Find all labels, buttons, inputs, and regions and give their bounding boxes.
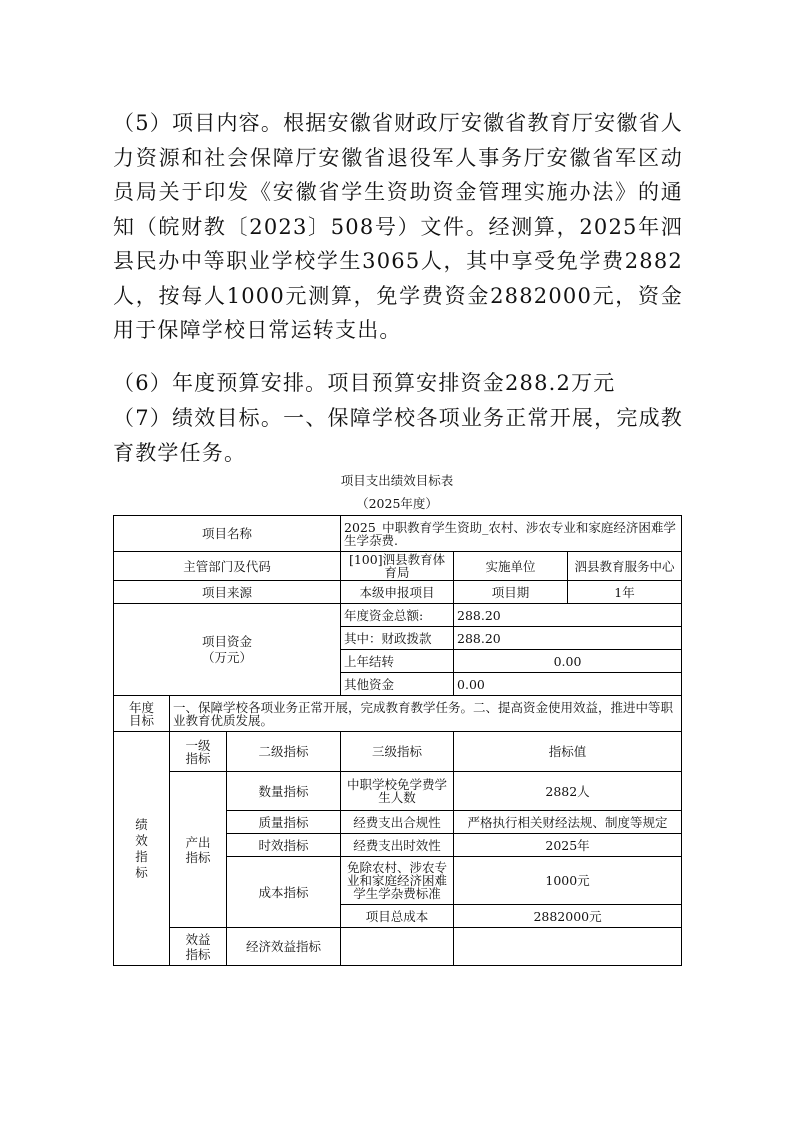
impl-unit-label: 实施单位 [454,552,568,581]
funds-other-label: 其他资金 [341,673,454,696]
table-row [114,732,682,772]
output-label-text: 产出指标 [185,834,211,865]
time-value: 2025年 [454,834,682,857]
time-item: 经费支出时效性 [341,834,454,857]
benefit-label [170,928,227,966]
table-row [114,581,682,604]
econ-label: 经济效益指标 [227,928,341,966]
annual-goal-value: 一、保障学校各项业务正常开展，完成教育教学任务。二、提高资金使用效益，推进中等职业教育优质发展。 [170,696,682,732]
cost-item-2: 项目总成本 [341,905,454,928]
project-name-value: 2025_中职教育学生资助_农村、涉农专业和家庭经济困难学生学杂费. [341,516,682,552]
level1-header [170,732,227,772]
paragraph-performance-goal: （7）绩效目标。一、保障学校各项业务正常开展，完成教育教学任务。 [113,406,683,465]
funds-total-value: 288.20 [454,604,682,627]
output-label [170,772,227,928]
funds-label [114,604,341,696]
source-label: 项目来源 [114,581,341,604]
funds-carry-value: 0.00 [454,650,682,673]
qty-item: 中职学校免学费学生人数 [341,772,454,811]
quality-label: 质量指标 [227,811,341,834]
econ-item [341,928,454,966]
benefit-label-text: 效益指标 [185,931,211,962]
quality-item: 经费支出合规性 [341,811,454,834]
funds-carry-label: 上年结转 [341,650,454,673]
quality-value: 严格执行相关财经法规、制度等规定 [454,811,682,834]
perf-label [114,732,170,966]
annual-goal-label-text: 年度目标 [128,699,154,728]
funds-total-label: 年度资金总额: [341,604,454,627]
funds-fiscal-value: 288.20 [454,627,682,650]
annual-goal-label [114,696,170,732]
period-label: 项目期 [454,581,568,604]
table-row [114,696,682,732]
source-value: 本级申报项目 [341,581,454,604]
project-name-label: 项目名称 [114,516,341,552]
time-label: 时效指标 [227,834,341,857]
table-row [114,516,682,552]
paragraph-project-content: （5）项目内容。根据安徽省财政厅安徽省教育厅安徽省人力资源和社会保障厅安徽省退役军人事务厅安徽省军区动员局关于印发《安徽省学生资助资金管理实施办法》的通知（皖财教〔2023〕508号）文件。经测算，2025年泗县民办中等职业学校学生3065人，其中享受免学费2882人，按每人1000元测算，免学费资金2882000元，资金用于保障学校日常运转支出。 [113,111,683,342]
cost-item-1: 免除农村、涉农专业和家庭经济困难学生学杂费标准 [341,857,454,905]
funds-fiscal-label: 其中：财政拨款 [341,627,454,650]
cost-value-2: 2882000元 [454,905,682,928]
table-row [114,552,682,581]
dept-label: 主管部门及代码 [114,552,341,581]
level2-header: 二级指标 [227,732,341,772]
table-title: 项目支出绩效目标表 [340,473,454,488]
qty-value: 2882人 [454,772,682,811]
level3-header: 三级指标 [341,732,454,772]
table-year-caption: （2025年度） [356,496,438,511]
perf-label-text: 绩效指标 [135,816,148,880]
value-header: 指标值 [454,732,682,772]
paragraph-annual-budget: （6）年度预算安排。项目预算安排资金288.2万元 [113,371,616,395]
impl-unit-value: 泗县教育服务中心 [568,552,682,581]
performance-goal-table [113,515,682,966]
table-row [114,772,682,811]
funds-label-text: 项目资金（万元） [201,633,252,665]
period-value: 1年 [568,581,682,604]
dept-value: [100]泗县教育体育局 [341,552,454,581]
table-row [114,604,682,627]
cost-value-1: 1000元 [454,857,682,905]
qty-label: 数量指标 [227,772,341,811]
funds-other-value: 0.00 [454,673,682,696]
cost-label: 成本指标 [227,857,341,928]
econ-value [454,928,682,966]
table-row [114,928,682,966]
level1-header-text: 一级指标 [185,737,211,766]
